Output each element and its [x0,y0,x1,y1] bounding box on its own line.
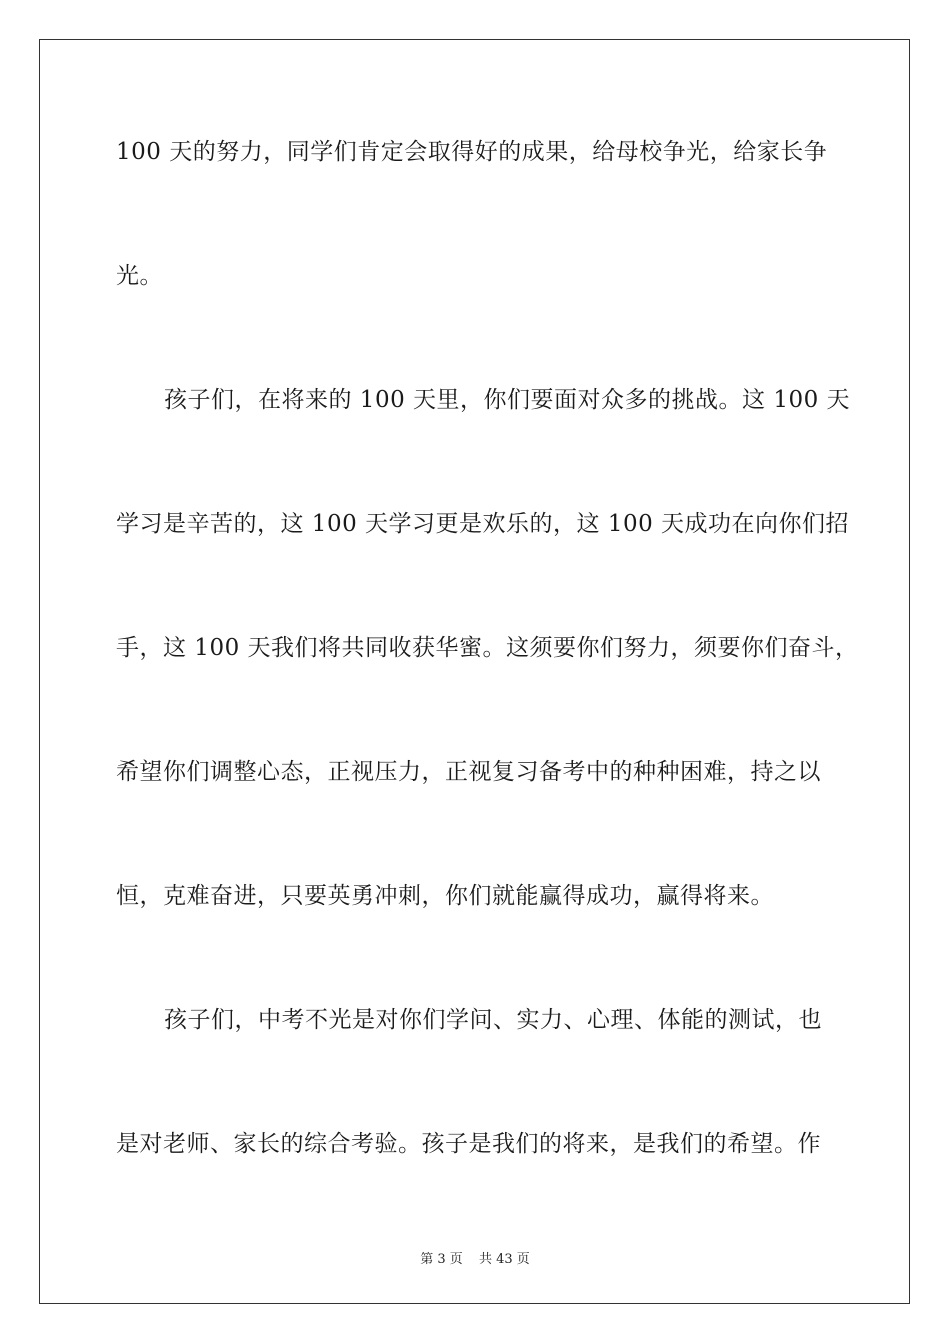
text-line: 光。 [116,263,163,289]
text-line: 是对老师、家长的综合考验。孩子是我们的将来，是我们的希望。作 [116,1131,821,1157]
paragraph-start-line: 孩子们，在将来的 100 天里，你们要面对众多的挑战。这 100 天 [164,387,851,413]
text-line: 希望你们调整心态，正视压力，正视复习备考中的种种困难，持之以 [116,759,821,785]
total-pages: 共 43 页 [478,1252,530,1267]
page-number: 第 3 页 [420,1252,463,1267]
text-line: 学习是辛苦的，这 100 天学习更是欢乐的，这 100 天成功在向你们招 [116,511,850,537]
page-frame [39,39,910,1304]
text-line: 恒，克难奋进，只要英勇冲刺，你们就能赢得成功，赢得将来。 [116,883,774,909]
text-line: 100 天的努力，同学们肯定会取得好的成果，给母校争光，给家长争 [116,139,828,165]
text-line: 手，这 100 天我们将共同收获华蜜。这须要你们努力，须要你们奋斗， [116,635,859,661]
page-footer [0,1248,950,1267]
paragraph-start-line: 孩子们，中考不光是对你们学问、实力、心理、体能的测试，也 [164,1007,822,1033]
